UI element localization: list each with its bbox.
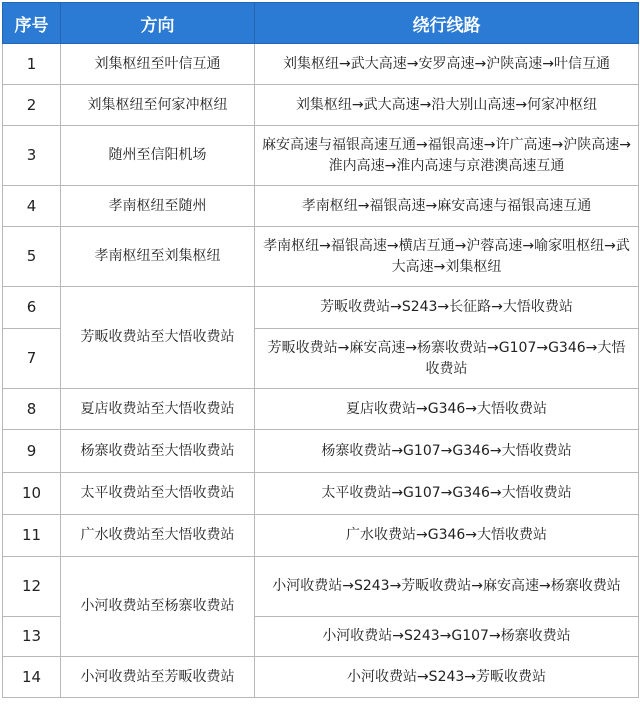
row-num: 12 [3,557,61,617]
row-direction: 太平收费站至大悟收费站 [61,473,255,515]
row-direction: 孝南枢纽至刘集枢纽 [61,227,255,287]
table-row [3,44,639,85]
row-direction: 夏店收费站至大悟收费站 [61,389,255,430]
row-route: 夏店收费站→G346→大悟收费站 [255,389,639,430]
row-route: 广水收费站→G346→大悟收费站 [255,515,639,557]
row-direction: 刘集枢纽至叶信互通 [61,44,255,85]
row-num: 13 [3,617,61,657]
table-row [3,389,639,430]
row-direction: 广水收费站至大悟收费站 [61,515,255,557]
row-route: 孝南枢纽→福银高速→横店互通→沪蓉高速→喻家咀枢纽→武大高速→刘集枢纽 [255,227,639,287]
row-route: 孝南枢纽→福银高速→麻安高速与福银高速互通 [255,186,639,227]
table-header-row [3,3,639,44]
row-num: 10 [3,473,61,515]
row-num: 2 [3,85,61,126]
row-route: 刘集枢纽→武大高速→沿大别山高速→何家冲枢纽 [255,85,639,126]
row-direction: 芳畈收费站至大悟收费站 [61,287,255,389]
row-direction: 小河收费站至芳畈收费站 [61,657,255,698]
table-row [3,473,639,515]
row-num: 5 [3,227,61,287]
table-row [3,85,639,126]
row-num: 14 [3,657,61,698]
route-table [2,2,639,698]
row-route: 芳畈收费站→麻安高速→杨寨收费站→G107→G346→大悟收费站 [255,329,639,389]
row-direction: 杨寨收费站至大悟收费站 [61,430,255,473]
row-route: 杨寨收费站→G107→G346→大悟收费站 [255,430,639,473]
row-num: 1 [3,44,61,85]
row-num: 11 [3,515,61,557]
row-direction: 小河收费站至杨寨收费站 [61,557,255,657]
row-route: 麻安高速与福银高速互通→福银高速→许广高速→沪陕高速→淮内高速→淮内高速与京港澳高速互通 [255,126,639,186]
row-route: 小河收费站→S243→G107→杨寨收费站 [255,617,639,657]
row-route: 刘集枢纽→武大高速→安罗高速→沪陕高速→叶信互通 [255,44,639,85]
row-num: 8 [3,389,61,430]
row-num: 6 [3,287,61,329]
row-direction: 刘集枢纽至何家冲枢纽 [61,85,255,126]
table-row [3,657,639,698]
row-direction: 孝南枢纽至随州 [61,186,255,227]
row-route: 太平收费站→G107→G346→大悟收费站 [255,473,639,515]
table-row [3,557,639,617]
row-num: 4 [3,186,61,227]
table-row [3,287,639,329]
row-direction: 随州至信阳机场 [61,126,255,186]
header-route: 绕行线路 [255,3,639,44]
row-route: 芳畈收费站→S243→长征路→大悟收费站 [255,287,639,329]
row-num: 7 [3,329,61,389]
header-num: 序号 [3,3,61,44]
table-row [3,126,639,186]
table-row [3,515,639,557]
row-num: 3 [3,126,61,186]
table-row [3,430,639,473]
table-row [3,186,639,227]
row-route: 小河收费站→S243→芳畈收费站→麻安高速→杨寨收费站 [255,557,639,617]
table-row [3,227,639,287]
row-num: 9 [3,430,61,473]
header-direction: 方向 [61,3,255,44]
row-route: 小河收费站→S243→芳畈收费站 [255,657,639,698]
